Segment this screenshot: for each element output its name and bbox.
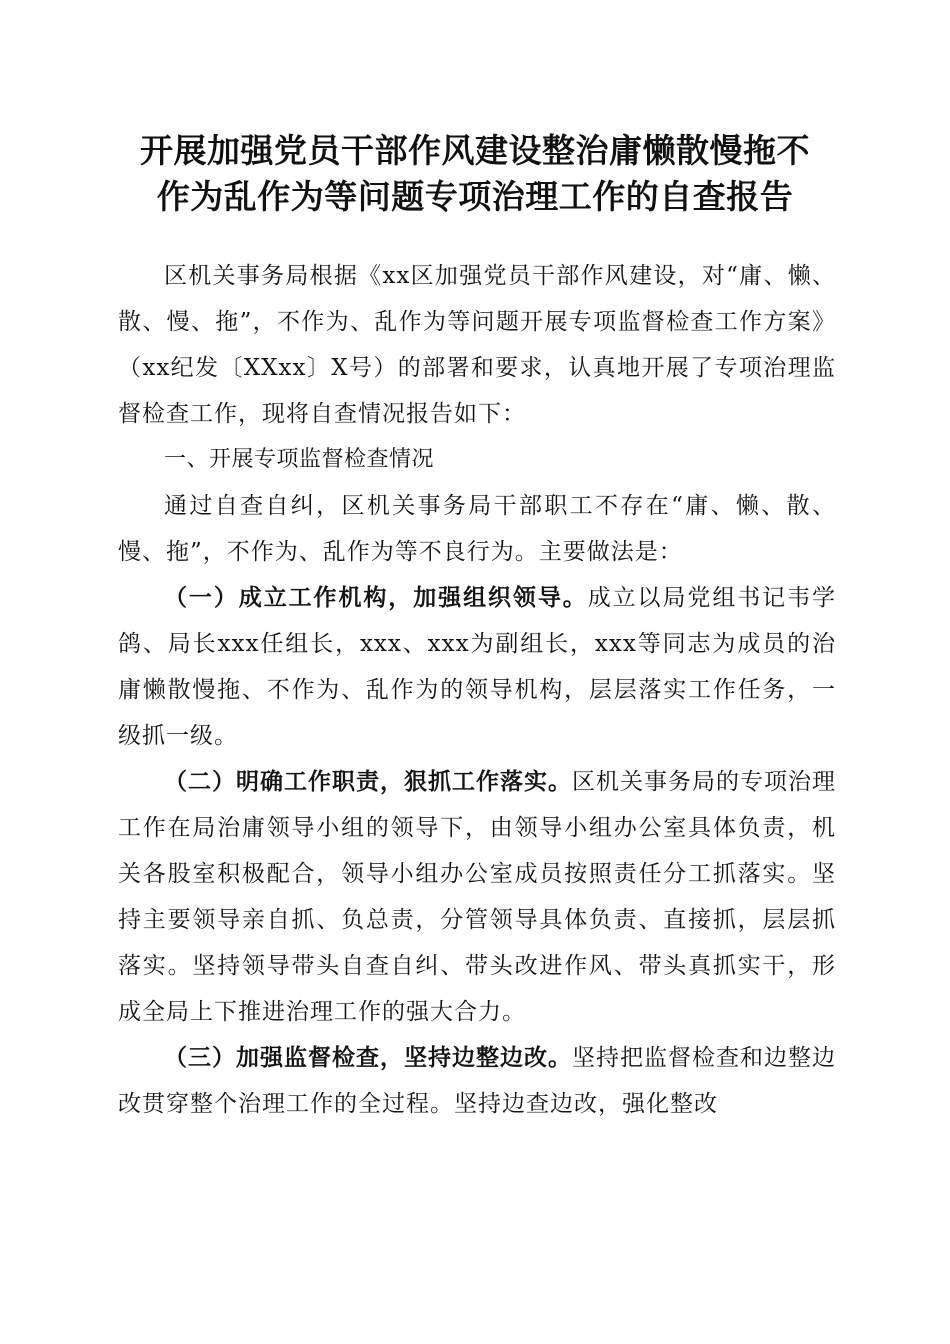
section-heading: 一、开展专项监督检查情况 (164, 447, 435, 472)
document-title (100, 128, 850, 220)
item-lead-3: （三）加强监督检查，坚持边整边改。 (164, 1044, 572, 1071)
item-text-1: 成立以局党组书记韦学鸽、局长xxx任组长，xxx、xxx为副组长，xxx等同志为成员的治庸懒散慢拖、不作为、乱作为的领导机构，层层落实工作任务，一级抓一级。 (118, 585, 837, 749)
item-text-3: 坚持把监督检查和边整边改贯穿整个治理工作的全过程。坚持边查边改，强化整改 (118, 1045, 836, 1117)
document-body (118, 253, 836, 1127)
item-paragraph-3 (118, 1035, 836, 1127)
item-lead-2: （二）明确工作职责，狠抓工作落实。 (164, 768, 572, 795)
title-line-1: 开展加强党员干部作风建设整治庸懒散慢拖不 (140, 131, 810, 170)
item-lead-1: （一）成立工作机构，加强组织领导。 (164, 584, 588, 611)
item-paragraph-1 (118, 575, 836, 759)
item-text-2: 区机关事务局的专项治理工作在局治庸领导小组的领导下，由领导小组办公室具体负责，机关各股室积极配合，领导小组办公室成员按照责任分工抓落实。坚持主要领导亲自抓、负总责，分管领导具体负责、直接抓，层层抓落实。坚持领导带头自查自纠、带头改进作风、带头真抓实干，形成全局上下推进治理工作的强大合力。 (118, 769, 836, 1025)
section-intro-paragraph: 通过自查自纠，区机关事务局干部职工不存在“庸、懒、散、慢、拖”，不作为、乱作为等不良行为。主要做法是： (118, 493, 836, 565)
title-line-2: 作为乱作为等问题专项治理工作的自查报告 (156, 177, 794, 216)
item-paragraph-2 (118, 759, 836, 1035)
intro-paragraph: 区机关事务局根据《xx区加强党员干部作风建设，对“庸、懒、散、慢、拖”，不作为、乱作为等问题开展专项监督检查工作方案》（xx纪发〔XXxx〕X号）的部署和要求，认真地开展了专项治理监督检查工作，现将自查情况报告如下： (118, 263, 836, 427)
